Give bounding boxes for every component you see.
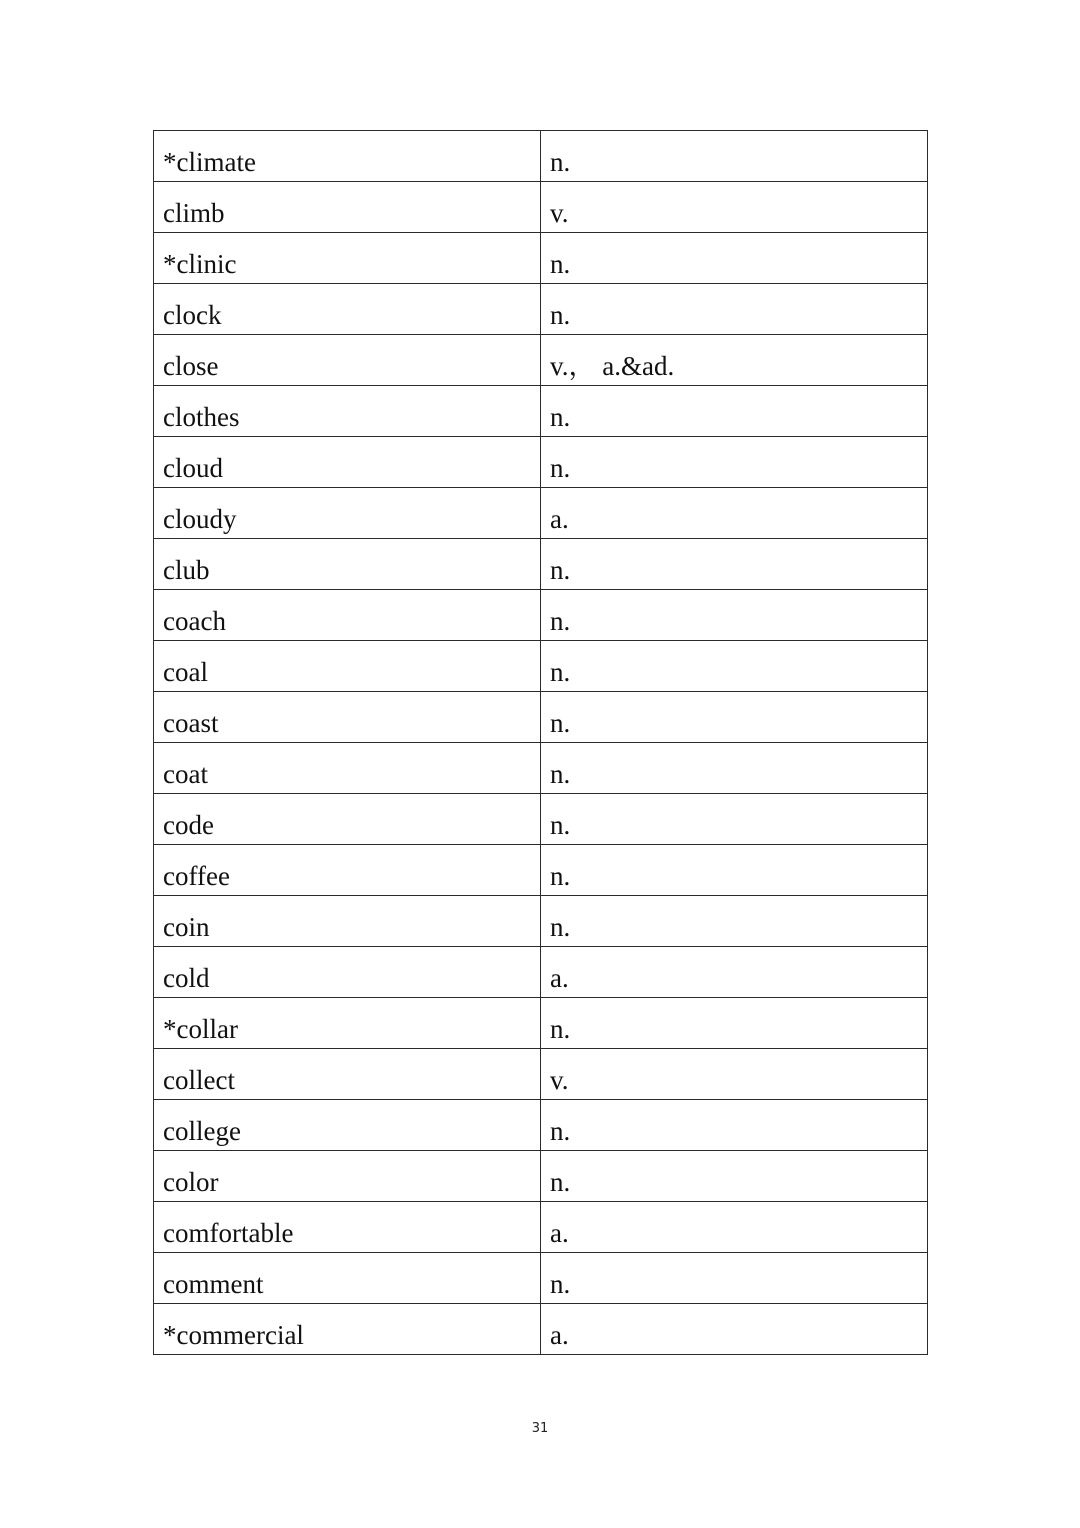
part-of-speech-text: n. (550, 452, 571, 483)
word-cell (154, 896, 541, 947)
word-text: clock (163, 299, 222, 330)
table-row (154, 284, 928, 335)
part-of-speech-cell (541, 947, 928, 998)
part-of-speech-cell (541, 1202, 928, 1253)
part-of-speech-text: n. (550, 860, 571, 891)
word-text: *collar (163, 1013, 238, 1044)
part-of-speech-text: a. (550, 503, 569, 534)
part-of-speech-cell (541, 488, 928, 539)
part-of-speech-text: n. (550, 707, 571, 738)
part-of-speech-cell (541, 590, 928, 641)
vocabulary-table (153, 130, 928, 1355)
part-of-speech-cell (541, 1253, 928, 1304)
word-text: coast (163, 707, 219, 738)
table-row (154, 539, 928, 590)
word-text: *clinic (163, 248, 237, 279)
word-text: color (163, 1166, 219, 1197)
table-row (154, 488, 928, 539)
word-cell (154, 539, 541, 590)
word-text: college (163, 1115, 241, 1146)
table-row (154, 1304, 928, 1355)
table-row (154, 794, 928, 845)
part-of-speech-text: n. (550, 299, 571, 330)
word-cell (154, 692, 541, 743)
part-of-speech-text: n. (550, 1115, 571, 1146)
word-text: coat (163, 758, 208, 789)
part-of-speech-text: n. (550, 809, 571, 840)
table-row (154, 692, 928, 743)
word-text: cold (163, 962, 210, 993)
part-of-speech-text: n. (550, 146, 571, 177)
word-cell (154, 590, 541, 641)
word-cell (154, 335, 541, 386)
word-text: code (163, 809, 214, 840)
part-of-speech-cell (541, 692, 928, 743)
part-of-speech-text: n. (550, 1166, 571, 1197)
part-of-speech-cell (541, 1304, 928, 1355)
word-cell (154, 1202, 541, 1253)
word-text: coin (163, 911, 210, 942)
part-of-speech-cell (541, 1100, 928, 1151)
word-cell (154, 1049, 541, 1100)
table-row (154, 1151, 928, 1202)
word-cell (154, 386, 541, 437)
word-cell (154, 743, 541, 794)
part-of-speech-cell (541, 233, 928, 284)
table-row (154, 386, 928, 437)
word-cell (154, 845, 541, 896)
word-text: cloudy (163, 503, 237, 534)
word-text: *commercial (163, 1319, 304, 1350)
word-cell (154, 284, 541, 335)
part-of-speech-cell (541, 641, 928, 692)
part-of-speech-text: n. (550, 605, 571, 636)
table-row (154, 896, 928, 947)
part-of-speech-cell (541, 1151, 928, 1202)
word-cell (154, 998, 541, 1049)
part-of-speech-text: v.， a.&ad. (550, 350, 675, 381)
word-text: comment (163, 1268, 264, 1299)
part-of-speech-text: n. (550, 554, 571, 585)
word-text: coach (163, 605, 226, 636)
word-cell (154, 1253, 541, 1304)
table-row (154, 437, 928, 488)
word-text: clothes (163, 401, 240, 432)
word-text: comfortable (163, 1217, 294, 1248)
word-cell (154, 182, 541, 233)
part-of-speech-text: n. (550, 1013, 571, 1044)
part-of-speech-cell (541, 998, 928, 1049)
part-of-speech-text: n. (550, 911, 571, 942)
table-row (154, 1202, 928, 1253)
part-of-speech-cell (541, 182, 928, 233)
part-of-speech-cell (541, 386, 928, 437)
word-cell (154, 233, 541, 284)
word-text: *climate (163, 146, 256, 177)
word-text: cloud (163, 452, 223, 483)
word-cell (154, 641, 541, 692)
word-cell (154, 1304, 541, 1355)
part-of-speech-cell (541, 896, 928, 947)
part-of-speech-cell (541, 335, 928, 386)
part-of-speech-cell (541, 284, 928, 335)
table-row (154, 998, 928, 1049)
table-row (154, 743, 928, 794)
word-text: coal (163, 656, 208, 687)
table-row (154, 131, 928, 182)
word-cell (154, 131, 541, 182)
word-cell (154, 947, 541, 998)
word-cell (154, 437, 541, 488)
part-of-speech-text: a. (550, 962, 569, 993)
word-cell (154, 488, 541, 539)
table-row (154, 641, 928, 692)
word-text: close (163, 350, 219, 381)
vocabulary-table-body (154, 131, 928, 1355)
word-text: collect (163, 1064, 235, 1095)
table-row (154, 233, 928, 284)
part-of-speech-text: v. (550, 1064, 569, 1095)
part-of-speech-cell (541, 794, 928, 845)
word-cell (154, 1151, 541, 1202)
part-of-speech-text: n. (550, 758, 571, 789)
table-row (154, 845, 928, 896)
part-of-speech-text: n. (550, 656, 571, 687)
table-row (154, 947, 928, 998)
word-text: climb (163, 197, 225, 228)
table-row (154, 335, 928, 386)
word-text: club (163, 554, 210, 585)
word-text: coffee (163, 860, 230, 891)
table-row (154, 1049, 928, 1100)
table-row (154, 182, 928, 233)
table-row (154, 590, 928, 641)
part-of-speech-text: v. (550, 197, 569, 228)
part-of-speech-text: n. (550, 401, 571, 432)
part-of-speech-text: a. (550, 1319, 569, 1350)
part-of-speech-cell (541, 437, 928, 488)
page-number: 31 (531, 1421, 549, 1436)
part-of-speech-text: n. (550, 1268, 571, 1299)
part-of-speech-cell (541, 131, 928, 182)
part-of-speech-text: n. (550, 248, 571, 279)
word-cell (154, 794, 541, 845)
table-row (154, 1253, 928, 1304)
word-cell (154, 1100, 541, 1151)
part-of-speech-cell (541, 743, 928, 794)
part-of-speech-text: a. (550, 1217, 569, 1248)
table-row (154, 1100, 928, 1151)
part-of-speech-cell (541, 845, 928, 896)
part-of-speech-cell (541, 539, 928, 590)
part-of-speech-cell (541, 1049, 928, 1100)
